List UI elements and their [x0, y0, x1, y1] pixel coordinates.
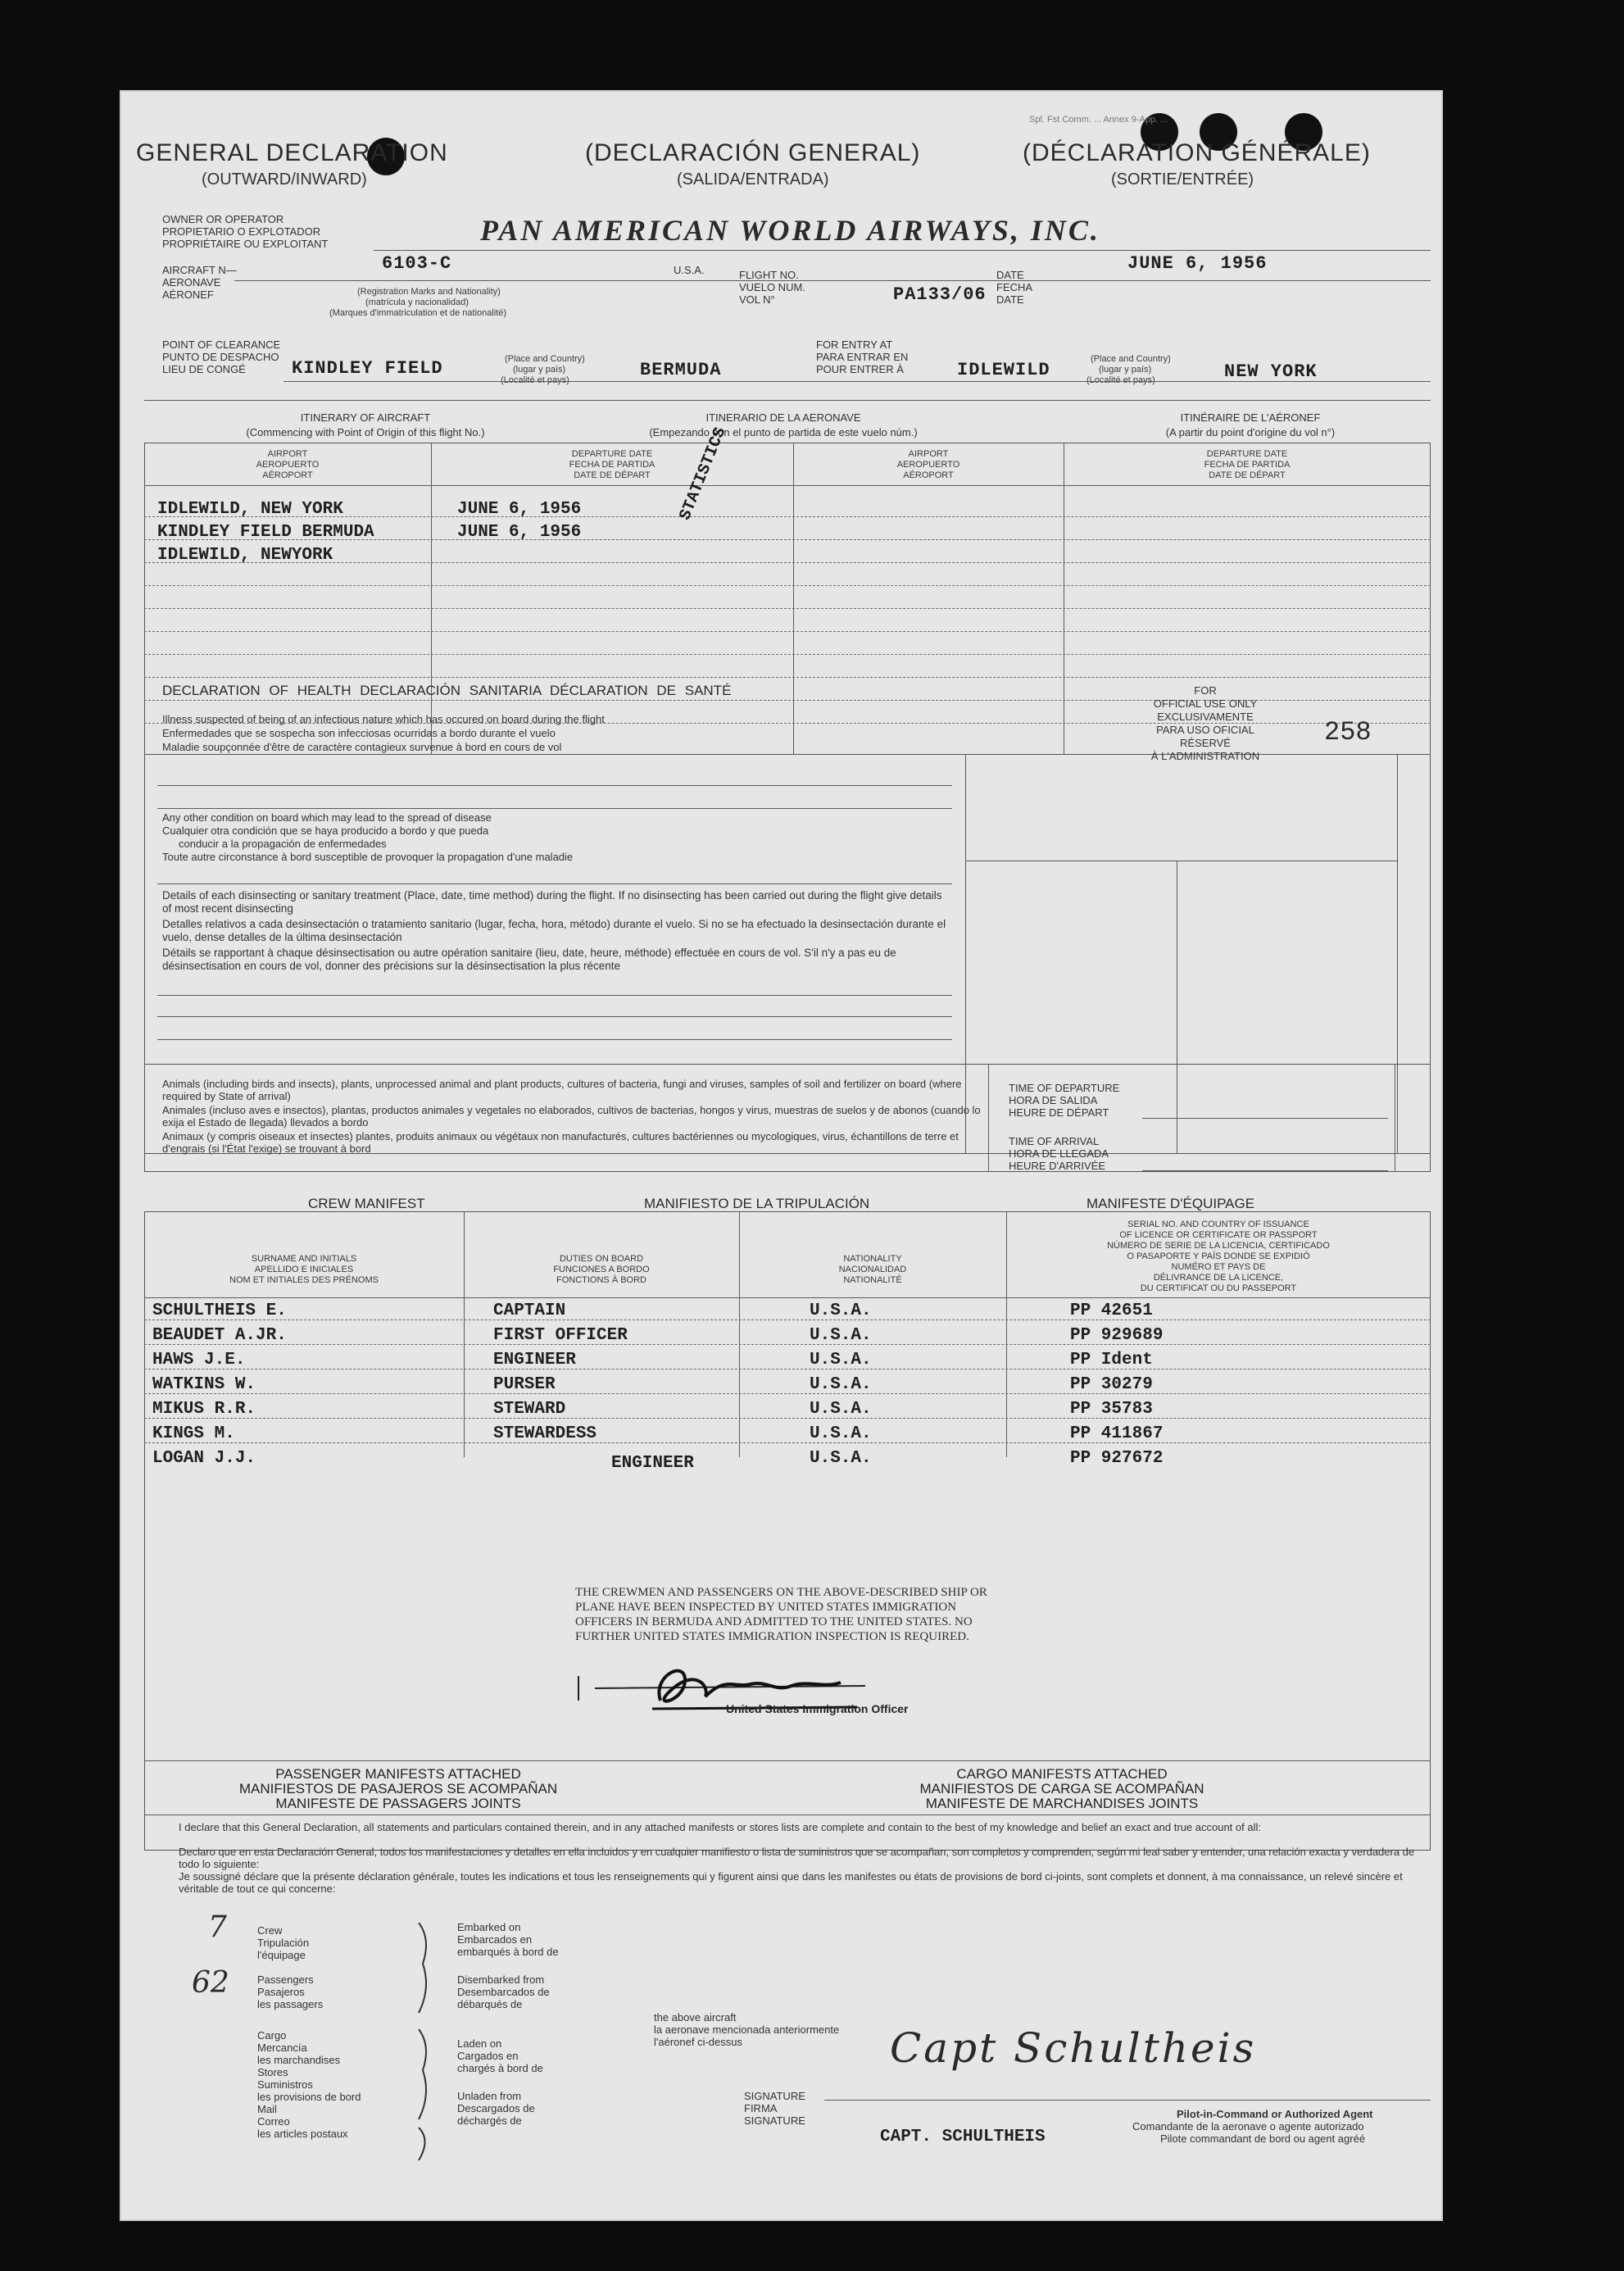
owner-label-es: PROPIETARIO O EXPLOTADOR	[162, 225, 321, 238]
clearance-place: KINDLEY FIELD	[292, 358, 443, 379]
crew-row-6-nat: U.S.A.	[810, 1424, 872, 1443]
marks-note-3: (Marques d'immatriculation et de nationalité)	[329, 308, 507, 318]
health-p3: Details of each disinsecting or sanitary treatment (Place, date, time method) during the flight. If no disinsecting has been carried out during the flight give details of most recent disinsecting	[162, 889, 942, 915]
immig-line-2: PLANE HAVE BEEN INSPECTED BY UNITED STATES IMMIGRATION	[575, 1601, 957, 1614]
signatory-role-2: Comandante de la aeronave o agente autorizado	[1132, 2120, 1364, 2132]
flight-number: PA133/06	[893, 284, 987, 305]
crew-row-2-duty: FIRST OFFICER	[493, 1326, 628, 1345]
pax-manifest-1: PASSENGER MANIFESTS ATTACHED	[275, 1766, 521, 1782]
health-p1-es: Enfermedades que se sospecha son infecciosas ocurridas a bordo durante el vuelo	[162, 727, 556, 739]
itin-col-dep-3: DATE DE DÉPART	[574, 470, 651, 480]
official-number: 258	[1324, 717, 1372, 747]
unladen-3: déchargés de	[457, 2114, 522, 2127]
place-note-3: (Localité et pays)	[501, 375, 569, 385]
animals-en: Animals (including birds and insects), plants, unprocessed animal and plant products, cultures of bacteria, fungi and viruses, samples of soil and fertilizer on board (where required by State of arrival)	[162, 1078, 962, 1102]
itin-col-dep-2: FECHA DE PARTIDA	[569, 460, 655, 470]
owner-label-en: OWNER OR OPERATOR	[162, 213, 284, 225]
dep-label-1: TIME OF DEPARTURE	[1009, 1082, 1120, 1094]
crew-col-lic-7: DU CERTIFICAT OU DU PASSEPORT	[1140, 1283, 1297, 1293]
signature-label-2: FIRMA	[744, 2102, 778, 2114]
entry-label-es: PARA ENTRAR EN	[816, 351, 909, 363]
health-p1: Illness suspected of being of an infectious nature which has occured on board during the flight	[162, 713, 605, 725]
declaration-fr: Je soussigné déclare que la présente déclaration générale, toutes les indications et tous les renseignements qui y figurent ainsi que dans les manifestes ou états de provisions de bord ci-joints, sont complets et donnent, à ma connaissance, un relevé sincère et véritable de tout ce qui concerne:	[179, 1870, 1403, 1895]
clearance-country: BERMUDA	[640, 360, 722, 380]
aircraft-label-fr: AÉRONEF	[162, 288, 214, 301]
date-label-es: FECHA	[996, 281, 1033, 293]
flight-label-es: VUELO NUM.	[739, 281, 805, 293]
health-p3-fr: Détails se rapportant à chaque désinsectisation ou autre opération sanitaire (lieu, date, heure, méthode) effectuée en cours de vol. S'il n'y a pas eu de désinsectisation en cours de vol, donner des précisions sur la désinsectisation la plus récente	[162, 947, 896, 972]
marks-note-2: (matrícula y nacionalidad)	[365, 298, 469, 307]
crew-row-1-nat: U.S.A.	[810, 1301, 872, 1320]
crew-col-duty-2: FUNCIONES A BORDO	[553, 1265, 650, 1274]
crew-table	[144, 1211, 1431, 1851]
cargo-manifest-2: MANIFIESTOS DE CARGA SE ACOMPAÑAN	[919, 1781, 1204, 1796]
health-p2-fr: Toute autre circonstance à bord susceptible de provoquer la propagation d'une maladie	[162, 851, 574, 863]
entry-place: IDLEWILD	[957, 360, 1050, 380]
cargo-manifest-3: MANIFESTE DE MARCHANDISES JOINTS	[925, 1796, 1199, 1811]
title-es: (DECLARACIÓN GENERAL)	[585, 139, 921, 166]
crew-col-nat-3: NATIONALITÉ	[843, 1275, 902, 1285]
crew-row-6-duty: STEWARDESS	[493, 1424, 597, 1443]
crew-row-3-doc: PP Ident	[1070, 1351, 1153, 1369]
immig-officer-label: United States Immigration Officer	[726, 1702, 909, 1715]
crew-col-lic-3: NÚMERO DE SERIE DE LA LICENCIA, CERTIFICADO	[1107, 1241, 1330, 1251]
laden-1: Laden on	[457, 2037, 502, 2050]
crew-row-1-doc: PP 42651	[1070, 1301, 1153, 1320]
disembarked-2: Desembarcados de	[457, 1986, 550, 1998]
laden-2: Cargados en	[457, 2050, 519, 2062]
title-fr-sub: (SORTIE/ENTRÉE)	[1111, 170, 1254, 188]
itin-col-dep-1: DEPARTURE DATE	[571, 449, 653, 459]
itin-row-3-airport: IDLEWILD, NEWYORK	[157, 546, 333, 565]
itin-col-airport-b-1: AIRPORT	[908, 449, 949, 459]
entry-label-fr: POUR ENTRER À	[816, 363, 904, 375]
crew-col-name-2: APELLIDO E INICIALES	[254, 1265, 354, 1274]
declaration-es: Declaro que en esta Declaración General, todos los manifestaciones y detalles en ella incluidos y en cualquier manifiesto o lista de suministros que se acompañan, son completos y comprenden, según mi leal saber y entender, una relación exacta y verdadera de todo lo siguiente:	[179, 1846, 1415, 1870]
itin-row-2-airport: KINDLEY FIELD BERMUDA	[157, 523, 374, 542]
crew-row-4-nat: U.S.A.	[810, 1375, 872, 1394]
health-p2-es: Cualquier otra condición que se haya producido a bordo y que pueda	[162, 824, 489, 837]
unladen-2: Descargados de	[457, 2102, 535, 2114]
itin-head-es: ITINERARIO DE LA AERONAVE	[705, 411, 861, 424]
crew-col-lic-5: NUMÉRO ET PAYS DE	[1171, 1262, 1266, 1272]
itin-col-airport-b-3: AÉROPORT	[903, 470, 954, 480]
pax-label-1: Passengers	[257, 1973, 314, 1986]
crew-row-3-nat: U.S.A.	[810, 1351, 872, 1369]
itin-head-fr: ITINÉRAIRE DE L'AÉRONEF	[1180, 411, 1321, 424]
crew-row-4-duty: PURSER	[493, 1375, 556, 1394]
signatory-role-3: Pilote commandant de bord ou agent agréé	[1160, 2132, 1366, 2145]
crew-count: 7	[208, 1910, 227, 1944]
crew-col-nat-2: NACIONALIDAD	[838, 1265, 907, 1274]
mail-label-1: Mail	[257, 2103, 277, 2115]
signature-label-3: SIGNATURE	[744, 2114, 805, 2127]
official-label-2: OFFICIAL USE ONLY	[1153, 697, 1258, 710]
embarked-3: embarqués à bord de	[457, 1946, 559, 1958]
place-note-1: (Place and Country)	[505, 354, 585, 364]
itin-head-en-sub: (Commencing with Point of Origin of this flight No.)	[246, 426, 485, 438]
crew-label-2: Tripulación	[257, 1937, 310, 1949]
crew-head-fr: MANIFESTE D'ÉQUIPAGE	[1086, 1196, 1255, 1211]
date-label-fr: DATE	[996, 293, 1024, 306]
official-label-6: À L'ADMINISTRATION	[1150, 750, 1260, 762]
crew-row-5-duty: STEWARD	[493, 1400, 566, 1419]
crew-head-en: CREW MANIFEST	[308, 1196, 425, 1211]
statistics-stamp: STATISTICS	[676, 425, 731, 524]
crew-col-duty-1: DUTIES ON BOARD	[559, 1254, 644, 1264]
clearance-label-fr: LIEU DE CONGÉ	[162, 363, 246, 375]
itin-head-es-sub: (Empezando con el punto de partida de este vuelo núm.)	[649, 426, 918, 438]
embarked-2: Embarcados en	[457, 1933, 533, 1946]
pax-count: 62	[192, 1966, 229, 2000]
signatory-role-1: Pilot-in-Command or Authorized Agent	[1177, 2108, 1373, 2120]
pax-label-2: Pasajeros	[257, 1986, 305, 1998]
date-label-en: DATE	[996, 269, 1024, 281]
entry-place-note-1: (Place and Country)	[1091, 354, 1171, 364]
itin-col-airport-2: AEROPUERTO	[256, 460, 320, 470]
immig-line-3: OFFICERS IN BERMUDA AND ADMITTED TO THE UNITED STATES. NO	[575, 1615, 973, 1628]
dep-label-3: HEURE DE DÉPART	[1009, 1106, 1109, 1119]
itin-col-dep-b-3: DATE DE DÉPART	[1209, 470, 1286, 480]
itin-head-en: ITINERARY OF AIRCRAFT	[300, 411, 431, 424]
immig-line-1: THE CREWMEN AND PASSENGERS ON THE ABOVE-DESCRIBED SHIP OR	[575, 1586, 987, 1599]
aircraft-label-es: AERONAVE	[162, 276, 221, 288]
itin-head-fr-sub: (A partir du point d'origine du vol n°)	[1165, 426, 1336, 438]
itin-col-dep-b-1: DEPARTURE DATE	[1206, 449, 1288, 459]
owner-label-fr: PROPRIÉTAIRE OU EXPLOITANT	[162, 238, 329, 250]
health-p2: Any other condition on board which may lead to the spread of disease	[162, 811, 492, 824]
itin-row-1-airport: IDLEWILD, NEW YORK	[157, 500, 343, 519]
disembarked-3: débarqués de	[457, 1998, 523, 2010]
aircraft-registration: 6103-C	[382, 253, 452, 274]
crew-row-3-name: HAWS J.E.	[152, 1351, 246, 1369]
health-p2-es2: conducir a la propagación de enfermedades	[179, 838, 387, 850]
crew-row-7-doc: PP 927672	[1070, 1449, 1164, 1468]
aircraft-ref-1: the above aircraft	[654, 2011, 737, 2023]
crew-label-3: l'équipage	[257, 1949, 306, 1961]
crew-row-7-name: LOGAN J.J.	[152, 1449, 256, 1468]
entry-label-en: FOR ENTRY AT	[816, 338, 893, 351]
owner-value: PAN AMERICAN WORLD AIRWAYS, INC.	[480, 214, 1100, 247]
itin-row-1-date: JUNE 6, 1956	[457, 500, 582, 519]
itin-col-dep-b-2: FECHA DE PARTIDA	[1204, 460, 1291, 470]
crew-head-es: MANIFIESTO DE LA TRIPULACIÓN	[644, 1196, 870, 1211]
cargo-label-3: les marchandises	[257, 2054, 341, 2066]
crew-row-2-nat: U.S.A.	[810, 1326, 872, 1345]
dep-label-2: HORA DE SALIDA	[1009, 1094, 1098, 1106]
crew-col-nat-1: NATIONALITY	[843, 1254, 902, 1264]
crew-row-2-doc: PP 929689	[1070, 1326, 1164, 1345]
crew-row-3-duty: ENGINEER	[493, 1351, 576, 1369]
health-p3-es: Detalles relativos a cada desinsectación o tratamiento sanitario (lugar, fecha, hora, método) durante el vuelo. Si no se ha efectuado la desinsectación durante el vuelo, dense detalles de la última desinsectación	[162, 918, 946, 943]
crew-row-1-duty: CAPTAIN	[493, 1301, 566, 1320]
mail-label-2: Correo	[257, 2115, 290, 2128]
animals-fr: Animaux (y compris oiseaux et insectes) plantes, produits animaux ou végétaux non manufacturés, cultures bactériennes ou mycologiques, virus, échantillons de terre et d'engrais (si l'État l'exige) se trouvant à bord	[162, 1130, 959, 1155]
cargo-label-2: Mercancía	[257, 2042, 307, 2054]
aircraft-label-en: AIRCRAFT N—	[162, 264, 237, 276]
laden-3: chargés à bord de	[457, 2062, 543, 2074]
itin-col-airport-b-2: AEROPUERTO	[896, 460, 960, 470]
crew-row-1-name: SCHULTHEIS E.	[152, 1301, 287, 1320]
crew-col-name-3: NOM ET INITIALES DES PRÉNOMS	[229, 1275, 379, 1285]
crew-row-4-doc: PP 30279	[1070, 1375, 1153, 1394]
crew-row-6-name: KINGS M.	[152, 1424, 235, 1443]
official-label-5: RÉSERVÉ	[1180, 737, 1231, 749]
flight-label-en: FLIGHT NO.	[739, 269, 799, 281]
mail-label-3: les articles postaux	[257, 2128, 348, 2140]
itin-row-2-date: JUNE 6, 1956	[457, 523, 582, 542]
flight-date: JUNE 6, 1956	[1127, 253, 1268, 274]
crew-col-lic-1: SERIAL NO. AND COUNTRY OF ISSUANCE	[1127, 1220, 1309, 1229]
place-note-2: (lugar y país)	[513, 365, 566, 375]
pax-label-3: les passagers	[257, 1998, 324, 2010]
crew-row-2-name: BEAUDET A.JR.	[152, 1326, 287, 1345]
embarked-1: Embarked on	[457, 1921, 521, 1933]
title-es-sub: (SALIDA/ENTRADA)	[677, 170, 829, 188]
brace-marks	[415, 1923, 439, 2160]
signature-label-1: SIGNATURE	[744, 2090, 805, 2102]
crew-col-name-1: SURNAME AND INITIALS	[251, 1254, 357, 1264]
crew-col-lic-4: O PASAPORTE Y PAÍS DONDE SE EXPIDIÓ	[1127, 1251, 1310, 1261]
title-en: GENERAL DECLARATION	[136, 139, 448, 166]
clearance-label-es: PUNTO DE DESPACHO	[162, 351, 279, 363]
crew-row-7-nat: U.S.A.	[810, 1449, 872, 1468]
handwritten-signature: Capt Schultheis	[890, 2024, 1257, 2072]
health-head: DECLARATION OF HEALTH DECLARACIÓN SANITARIA DÉCLARATION DE SANTÉ	[162, 683, 732, 698]
pax-manifest-3: MANIFESTE DE PASSAGERS JOINTS	[275, 1796, 521, 1811]
document-sheet	[120, 90, 1443, 2221]
crew-row-5-doc: PP 35783	[1070, 1400, 1153, 1419]
crew-label-1: Crew	[257, 1924, 283, 1937]
declaration-en: I declare that this General Declaration, all statements and particulars contained therein, and in any attached manifests or stores lists are complete and contain to the best of my knowledge and belief an exact and true account of all:	[179, 1821, 1261, 1833]
official-label-4: PARA USO OFICIAL	[1156, 724, 1254, 736]
clearance-label-en: POINT OF CLEARANCE	[162, 338, 281, 351]
aircraft-ref-3: l'aéronef ci-dessus	[654, 2036, 742, 2048]
title-en-sub: (OUTWARD/INWARD)	[202, 170, 367, 188]
stores-label-2: Suministros	[257, 2078, 313, 2091]
pax-manifest-2: MANIFIESTOS DE PASAJEROS SE ACOMPAÑAN	[238, 1781, 558, 1796]
immig-line-4: FURTHER UNITED STATES IMMIGRATION INSPECTION IS REQUIRED.	[575, 1630, 969, 1643]
crew-col-lic-6: DÉLIVRANCE DE LA LICENCE,	[1153, 1273, 1284, 1283]
aircraft-ref-2: la aeronave mencionada anteriormente	[654, 2023, 840, 2036]
stores-label-3: les provisions de bord	[257, 2091, 361, 2103]
arr-label-1: TIME OF ARRIVAL	[1009, 1135, 1100, 1147]
crew-col-lic-2: OF LICENCE OR CERTIFICATE OR PASSPORT	[1119, 1230, 1318, 1240]
marks-note-1: (Registration Marks and Nationality)	[357, 287, 501, 297]
health-p1-fr: Maladie soupçonnée d'être de caractère contagieux survenue à bord en cours de vol	[162, 741, 562, 753]
crew-row-7-duty: ENGINEER	[611, 1454, 694, 1473]
aircraft-country: U.S.A.	[674, 264, 705, 276]
itin-col-airport-3: AÉROPORT	[262, 470, 313, 480]
itin-col-airport-1: AIRPORT	[267, 449, 308, 459]
official-label-1: FOR	[1194, 684, 1217, 697]
disembarked-1: Disembarked from	[457, 1973, 545, 1986]
crew-row-5-nat: U.S.A.	[810, 1400, 872, 1419]
crew-col-duty-3: FONCTIONS À BORD	[556, 1275, 646, 1285]
crew-row-4-name: WATKINS W.	[152, 1375, 256, 1394]
cargo-manifest-1: CARGO MANIFESTS ATTACHED	[956, 1766, 1168, 1782]
arr-label-2: HORA DE LLEGADA	[1009, 1147, 1109, 1160]
entry-place-note-3: (Localité et pays)	[1086, 375, 1155, 385]
typed-signatory: CAPT. SCHULTHEIS	[880, 2128, 1046, 2146]
entry-country: NEW YORK	[1224, 361, 1318, 382]
crew-row-6-doc: PP 411867	[1070, 1424, 1164, 1443]
crew-row-5-name: MIKUS R.R.	[152, 1400, 256, 1419]
stores-label-1: Stores	[257, 2066, 288, 2078]
corner-note: Spl. Fst Comm. ... Annex 9-App. ...	[1029, 115, 1168, 125]
arr-label-3: HEURE D'ARRIVÉE	[1009, 1160, 1106, 1172]
title-fr: (DÉCLARATION GÉNÉRALE)	[1023, 139, 1371, 166]
flight-label-fr: VOL N°	[739, 293, 775, 306]
entry-place-note-2: (lugar y país)	[1099, 365, 1152, 375]
cargo-label-1: Cargo	[257, 2029, 287, 2042]
animals-es: Animales (incluso aves e insectos), plantas, productos animales y vegetales no elaborados, cultivos de bacterias, hongos y virus, muestras de suelos y de abonos (cuando lo exija el Estado de llegada) llevados a bordo	[162, 1104, 981, 1129]
unladen-1: Unladen from	[457, 2090, 522, 2102]
official-label-3: EXCLUSIVAMENTE	[1157, 711, 1254, 723]
